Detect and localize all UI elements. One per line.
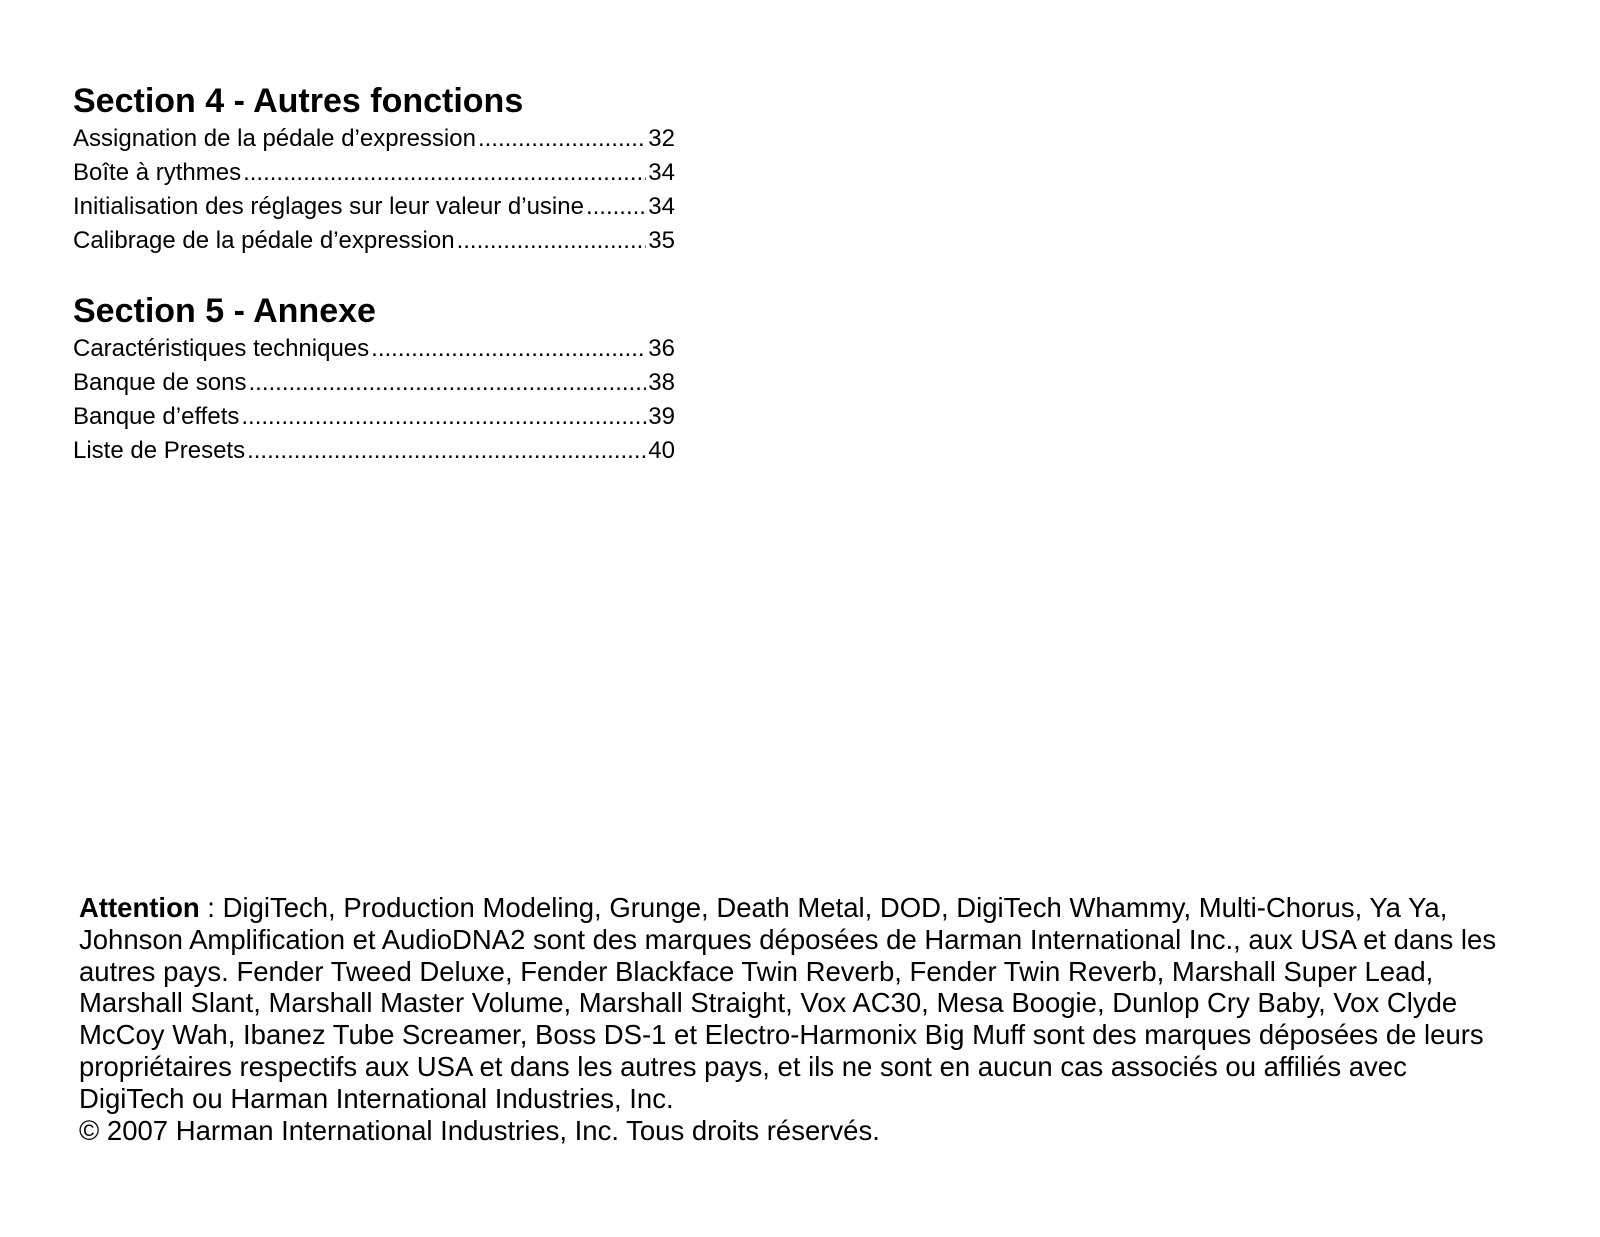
toc-entry[interactable] [73, 434, 675, 468]
toc-entry-page: 35 [648, 227, 675, 254]
toc-entry-label: Initialisation des réglages sur leur valeur d’usine [73, 193, 584, 220]
toc-entry-page: 36 [648, 335, 675, 362]
notice-separator: : [199, 892, 223, 923]
trademark-notice [79, 892, 1519, 1146]
dot-leader [478, 122, 646, 156]
toc-section-4 [73, 80, 675, 258]
section-title: Section 4 - Autres fonctions [73, 82, 524, 120]
toc-entry-label: Banque de sons [73, 369, 247, 396]
dot-leader [247, 434, 646, 468]
section-title: Section 5 - Annexe [73, 292, 376, 330]
dot-leader [586, 190, 646, 224]
toc-entry[interactable] [73, 332, 675, 366]
dot-leader [248, 366, 646, 400]
notice-label: Attention [79, 892, 200, 923]
toc-entry-label: Caractéristiques techniques [73, 335, 370, 362]
toc-entry-page: 38 [648, 369, 675, 396]
toc-section-5 [73, 290, 675, 468]
toc-entry[interactable] [73, 400, 675, 434]
toc-entry-label: Assignation de la pédale d’expression [73, 125, 476, 152]
toc-entry[interactable] [73, 190, 675, 224]
notice-body: DigiTech, Production Modeling, Grunge, Death Metal, DOD, DigiTech Whammy, Multi-Chorus, Ya Ya, Johnson Amplification et AudioDNA2 sont des marques déposées de Harman International Inc., aux USA et dans les autres pays. Fender Tweed Deluxe, Fender Blackface Twin Reverb, Fender Twin Reverb, Marshall Super Lead, Marshall Slant, Marshall Master Volume, Marshall Straight, Vox AC30, Mesa Boogie, Dunlop Cry Baby, Vox Clyde McCoy Wah, Ibanez Tube Screamer, Boss DS-1 et Electro-Harmonix Big Muff sont des marques déposées de leurs propriétaires respectifs aux USA et dans les autres pays, et ils ne sont en aucun cas associés ou affiliés avec DigiTech ou Harman International Industries, Inc. [79, 892, 1497, 1114]
toc-entry-page: 40 [648, 437, 675, 464]
toc-entry-label: Liste de Presets [73, 437, 246, 464]
toc-entry[interactable] [73, 224, 675, 258]
toc-entry-label: Boîte à rythmes [73, 159, 242, 186]
toc-entry-page: 39 [648, 403, 675, 430]
toc-entry-label: Calibrage de la pédale d’expression [73, 227, 455, 254]
toc-entry-page: 34 [648, 159, 675, 186]
dot-leader [457, 224, 647, 258]
toc-entry-page: 34 [648, 193, 675, 220]
dot-leader [243, 156, 646, 190]
dot-leader [371, 332, 646, 366]
copyright-line: © 2007 Harman International Industries, Inc. Tous droits réservés. [79, 1114, 880, 1146]
dot-leader [241, 400, 646, 434]
toc-entry[interactable] [73, 156, 675, 190]
toc-entry-label: Banque d’effets [73, 403, 240, 430]
toc-entry[interactable] [73, 366, 675, 400]
notice-paragraph [79, 892, 1519, 1115]
toc-entry[interactable] [73, 122, 675, 156]
toc-entry-page: 32 [648, 125, 675, 152]
